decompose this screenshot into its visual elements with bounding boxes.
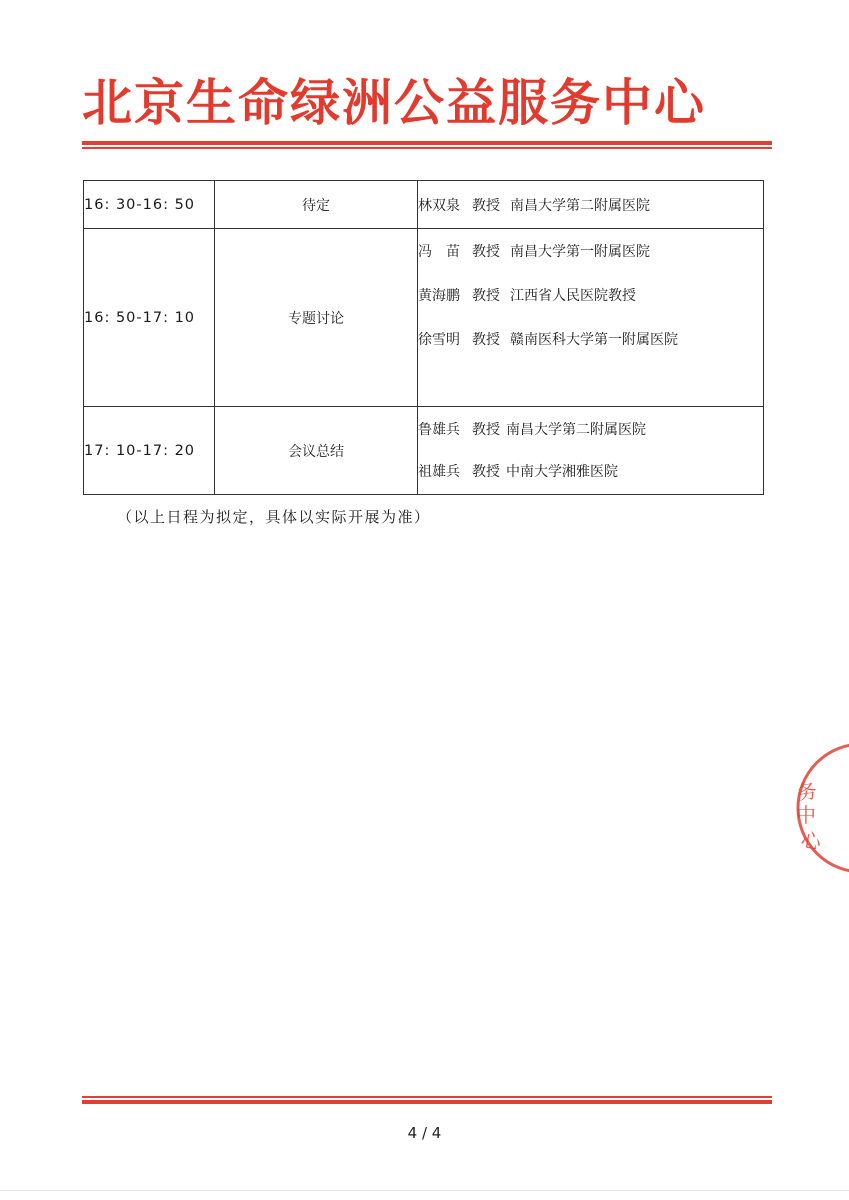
schedule-table (83, 180, 764, 495)
speaker-title: 教授 (472, 421, 500, 438)
speakers-cell (418, 229, 764, 407)
speakers-cell (418, 181, 764, 229)
svg-text:心: 心 (799, 827, 823, 855)
table-row (84, 181, 764, 229)
speaker-affiliation: 江西省人民医院教授 (510, 288, 636, 304)
official-seal (780, 738, 849, 878)
speaker-entry (418, 241, 763, 263)
footer-rule-thin (82, 1096, 772, 1098)
speaker-title: 教授 (472, 197, 500, 214)
page-edge-line (0, 1190, 849, 1191)
speaker-affiliation: 赣南医科大学第一附属医院 (510, 332, 678, 348)
header-rule-thick (82, 141, 772, 145)
table-row (84, 407, 764, 495)
time-cell: 17: 10-17: 20 (84, 407, 215, 495)
topic-cell: 专题讨论 (215, 229, 418, 407)
footer-rule-thick (82, 1100, 772, 1104)
organization-title: 北京生命绿洲公益服务中心 (82, 73, 706, 132)
speaker-title: 教授 (472, 463, 500, 480)
speaker-title: 教授 (472, 288, 500, 304)
speaker-name: 徐雪明 (418, 332, 460, 348)
speaker-affiliation: 南昌大学第二附属医院 (510, 197, 650, 214)
svg-text:务: 务 (795, 778, 819, 805)
time-cell: 16: 30-16: 50 (84, 181, 215, 229)
schedule-note: （以上日程为拟定，具体以实际开展为准） (117, 508, 431, 526)
speaker-name: 林双泉 (418, 197, 460, 214)
speaker-name: 冯 苗 (418, 244, 460, 260)
page-number: 4 / 4 (407, 1124, 442, 1142)
speaker-name: 鲁雄兵 (418, 421, 460, 438)
speakers-cell (418, 407, 764, 495)
svg-text:中: 中 (796, 803, 816, 827)
seal-stamp-graphic (780, 738, 849, 878)
header-rule-thin (82, 147, 772, 149)
speaker-entry (418, 285, 763, 307)
speaker-entry (418, 419, 763, 441)
speaker-affiliation: 中南大学湘雅医院 (506, 463, 618, 480)
speaker-affiliation: 南昌大学第一附属医院 (510, 244, 650, 260)
speaker-entry (418, 461, 763, 483)
speaker-entry (418, 329, 763, 351)
table-row (84, 229, 764, 407)
speaker-title: 教授 (472, 332, 500, 348)
time-cell: 16: 50-17: 10 (84, 229, 215, 407)
speaker-affiliation: 南昌大学第二附属医院 (506, 421, 646, 438)
speaker-entry (418, 195, 763, 215)
speaker-name: 祖雄兵 (418, 463, 460, 480)
speaker-title: 教授 (472, 244, 500, 260)
topic-cell: 会议总结 (215, 407, 418, 495)
speaker-name: 黄海鹏 (418, 288, 460, 304)
topic-cell: 待定 (215, 181, 418, 229)
